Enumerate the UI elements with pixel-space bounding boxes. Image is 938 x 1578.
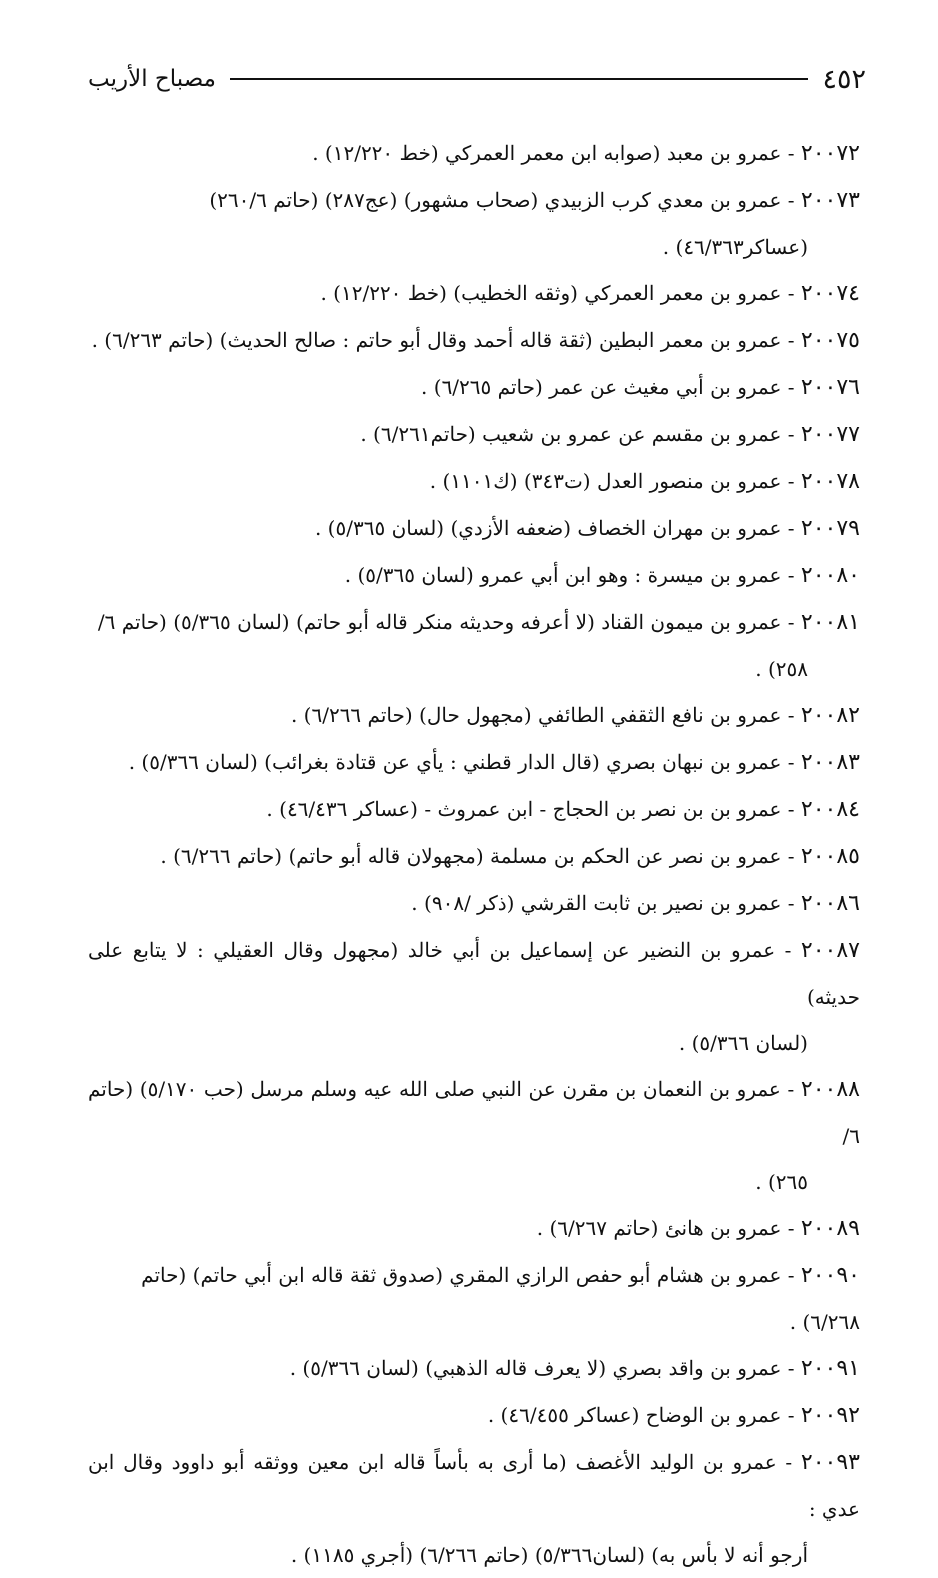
entry-text: عمرو بن واقد بصري (لا يعرف قاله الذهبي) (لسان ٥/٣٦٦) . (289, 1356, 782, 1380)
entry-text: عمرو بن نصير بن ثابت القرشي (ذكر /٩٠٨) . (411, 891, 782, 915)
entry-number: ٢٠٠٨١ (800, 610, 860, 635)
entry-text: عمرو بن نافع الثقفي الطائفي (مجهول حال) (حاتم ٦/٢٦٦) . (290, 703, 782, 727)
entry-number: ٢٠٠٨٩ (800, 1216, 860, 1241)
entry-number: ٢٠٠٩١ (800, 1356, 860, 1381)
header-rule (230, 78, 809, 80)
entry: ٢٠٠٩٣ - عمرو بن الوليد الأغصف (ما أرى به بأساً قاله ابن معين ووثقه أبو داوود وقال ابن عدي : (88, 1450, 860, 1521)
entry-text: عمرو بن الوضاح (عساكر ٤٦/٤٥٥) . (487, 1403, 782, 1427)
entry-text: عمرو بن منصور العدل (ت٣٤٣) (ك١١٠١) . (429, 469, 782, 493)
entry-continuation: ٢٥٨) . (755, 657, 808, 681)
entry-number: ٢٠٠٨٦ (800, 891, 860, 916)
entry: ٢٠٠٨٠ - عمرو بن ميسرة : وهو ابن أبي عمرو (لسان ٥/٣٦٥) . (344, 563, 860, 588)
entry-number: ٢٠٠٩٠ (800, 1263, 860, 1288)
entry-continuation: (عساكر٤٦/٣٦٣) . (662, 235, 808, 259)
entry: ٢٠٠٨٣ - عمرو بن نبهان بصري (قال الدار قطني : يأي عن قتادة بغرائب) (لسان ٥/٣٦٦) . (128, 750, 860, 775)
entry: ٢٠٠٨٢ - عمرو بن نافع الثقفي الطائفي (مجهول حال) (حاتم ٦/٢٦٦) . (290, 703, 860, 728)
entry-continuation: أرجو أنه لا بأس به) (لسان٥/٣٦٦) (حاتم ٦/٢٦٦) (أجري ١١٨٥) . (290, 1543, 808, 1567)
entry: ٢٠٠٩٠ - عمرو بن هشام أبو حفص الرازي المقري (صدوق ثقة قاله ابن أبي حاتم) (حاتم ٦/٢٦٨) . (141, 1263, 860, 1334)
entry-number: ٢٠٠٧٦ (800, 375, 860, 400)
entry-continuation: ٢٦٥) . (755, 1170, 808, 1194)
entry-text: عمرو بن النضير عن إسماعيل بن أبي خالد (مجهول وقال العقيلي : لا يتابع على حديثه) (88, 938, 860, 1009)
entry-number: ٢٠٠٧٩ (800, 516, 860, 541)
entry-text: عمرو بن مهران الخصاف (ضعفه الأزدي) (لسان ٥/٣٦٥) . (314, 516, 782, 540)
entry-text: عمرو بن النعمان بن مقرن عن النبي صلى الله عيه وسلم مرسل (حب ٥/١٧٠) (حاتم ٦/ (88, 1077, 860, 1148)
entry-number: ٢٠٠٩٣ (800, 1450, 860, 1475)
entry-continuation: (لسان ٥/٣٦٦) . (678, 1031, 808, 1055)
entry-number: ٢٠٠٨٤ (800, 797, 860, 822)
entry-text: عمرو بن معبد (صوابه ابن معمر العمركي (خط ١٢/٢٢٠) . (312, 141, 782, 165)
entry: ٢٠٠٧٥ - عمرو بن معمر البطين (ثقة قاله أحمد وقال أبو حاتم : صالح الحديث) (حاتم ٦/٢٦٣) . (91, 328, 860, 353)
entry-text: عمرو بن معمر البطين (ثقة قاله أحمد وقال أبو حاتم : صالح الحديث) (حاتم ٦/٢٦٣) . (91, 328, 782, 352)
entry-number: ٢٠٠٧٨ (800, 469, 860, 494)
entry: ٢٠٠٨٦ - عمرو بن نصير بن ثابت القرشي (ذكر /٩٠٨) . (411, 891, 860, 916)
entry-text: عمرو بن بن نصر بن الحجاج - ابن عمروث - (عساكر ٤٦/٤٣٦) . (266, 797, 782, 821)
entry-number: ٢٠٠٧٢ (800, 141, 860, 166)
entry-number: ٢٠٠٧٧ (800, 422, 860, 447)
entry: ٢٠٠٧٢ - عمرو بن معبد (صوابه ابن معمر العمركي (خط ١٢/٢٢٠) . (312, 141, 860, 166)
entry: ٢٠٠٩٢ - عمرو بن الوضاح (عساكر ٤٦/٤٥٥) . (487, 1403, 860, 1428)
entry-text: عمرو بن نصر عن الحكم بن مسلمة (مجهولان قاله أبو حاتم) (حاتم ٦/٢٦٦) . (160, 844, 782, 868)
entry-number: ٢٠٠٧٥ (800, 328, 860, 353)
entry: ٢٠٠٧٨ - عمرو بن منصور العدل (ت٣٤٣) (ك١١٠١) . (429, 469, 860, 494)
entry-number: ٢٠٠٧٤ (800, 281, 860, 306)
entry-number: ٢٠٠٩٢ (800, 1403, 860, 1428)
entry-text: عمرو بن هانئ (حاتم ٦/٢٦٧) . (536, 1216, 782, 1240)
entry-number: ٢٠٠٨٢ (800, 703, 860, 728)
entry: ٢٠٠٧٩ - عمرو بن مهران الخصاف (ضعفه الأزدي) (لسان ٥/٣٦٥) . (314, 516, 860, 541)
entry-number: ٢٠٠٨٥ (800, 844, 860, 869)
entry: ٢٠٠٧٤ - عمرو بن معمر العمركي (وثقه الخطيب) (خط ١٢/٢٢٠) . (320, 281, 860, 306)
entry-number: ٢٠٠٨٨ (800, 1077, 860, 1102)
entry: ٢٠٠٨٤ - عمرو بن بن نصر بن الحجاج - ابن عمروث - (عساكر ٤٦/٤٣٦) . (266, 797, 860, 822)
running-title: مصباح الأريب (88, 66, 216, 92)
page-number: ٤٥٢ (822, 63, 866, 95)
entry-number: ٢٠٠٨٠ (800, 563, 860, 588)
entry-text: عمرو بن معمر العمركي (وثقه الخطيب) (خط ١٢/٢٢٠) . (320, 281, 782, 305)
entry-text: عمرو بن الوليد الأغصف (ما أرى به بأساً قاله ابن معين ووثقه أبو داوود وقال ابن عدي : (88, 1450, 860, 1521)
entry-text: عمرو بن ميمون القناد (لا أعرفه وحديثه منكر قاله أبو حاتم) (لسان ٥/٣٦٥) (حاتم ٦/ (97, 610, 782, 634)
entry: ٢٠٠٨٥ - عمرو بن نصر عن الحكم بن مسلمة (مجهولان قاله أبو حاتم) (حاتم ٦/٢٦٦) . (160, 844, 860, 869)
entry: ٢٠٠٧٣ - عمرو بن معدي كرب الزبيدي (صحاب مشهور) (عج٢٨٧) (حاتم ٢٦٠/٦) (209, 188, 860, 213)
entry-text: عمرو بن ميسرة : وهو ابن أبي عمرو (لسان ٥/٣٦٥) . (344, 563, 782, 587)
entry-number: ٢٠٠٨٧ (800, 938, 860, 963)
entry-list (88, 130, 860, 1578)
entry-text: عمرو بن معدي كرب الزبيدي (صحاب مشهور) (عج٢٨٧) (حاتم ٢٦٠/٦) (209, 188, 782, 212)
entry: ٢٠٠٧٦ - عمرو بن أبي مغيث عن عمر (حاتم ٦/٢٦٥) . (421, 375, 860, 400)
entry-number: ٢٠٠٧٣ (800, 188, 860, 213)
entry: ٢٠٠٨٧ - عمرو بن النضير عن إسماعيل بن أبي خالد (مجهول وقال العقيلي : لا يتابع على حديثه) (88, 938, 860, 1009)
entry: ٢٠٠٨٩ - عمرو بن هانئ (حاتم ٦/٢٦٧) . (536, 1216, 860, 1241)
entry: ٢٠٠٨٨ - عمرو بن النعمان بن مقرن عن النبي صلى الله عيه وسلم مرسل (حب ٥/١٧٠) (حاتم ٦/ (88, 1077, 860, 1148)
entry-number: ٢٠٠٨٣ (800, 750, 860, 775)
entry: ٢٠٠٩١ - عمرو بن واقد بصري (لا يعرف قاله الذهبي) (لسان ٥/٣٦٦) . (289, 1356, 860, 1381)
entry-text: عمرو بن مقسم عن عمرو بن شعيب (حاتم٦/٢٦١) . (360, 422, 782, 446)
entry: ٢٠٠٧٧ - عمرو بن مقسم عن عمرو بن شعيب (حاتم٦/٢٦١) . (360, 422, 860, 447)
entry-text: عمرو بن هشام أبو حفص الرازي المقري (صدوق ثقة قاله ابن أبي حاتم) (حاتم ٦/٢٦٨) . (141, 1263, 860, 1334)
entry: ٢٠٠٨١ - عمرو بن ميمون القناد (لا أعرفه وحديثه منكر قاله أبو حاتم) (لسان ٥/٣٦٥) (حاتم ٦/ (97, 610, 860, 635)
page-header (88, 62, 866, 96)
entry-text: عمرو بن أبي مغيث عن عمر (حاتم ٦/٢٦٥) . (421, 375, 782, 399)
entry-text: عمرو بن نبهان بصري (قال الدار قطني : يأي عن قتادة بغرائب) (لسان ٥/٣٦٦) . (128, 750, 782, 774)
